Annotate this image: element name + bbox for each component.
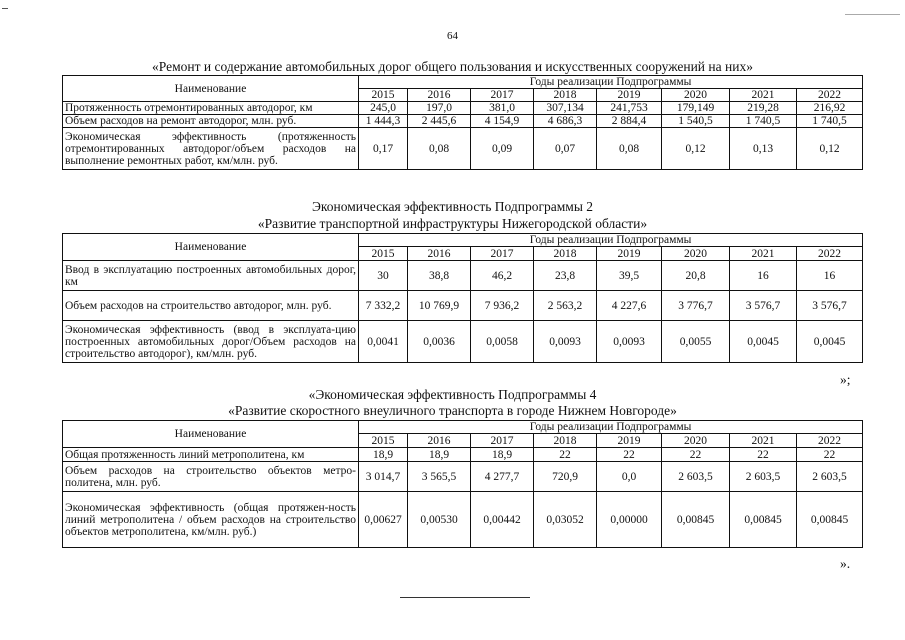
cell-value: 0,12 — [662, 128, 730, 170]
footer-rule — [400, 597, 530, 598]
cell-value: 1 740,5 — [730, 115, 797, 128]
table3-title: «Экономическая эффективность Подпрограммы 4 — [308, 387, 597, 402]
header-name: Наименование — [63, 76, 359, 102]
cell-value: 0,03052 — [534, 492, 597, 548]
table-row — [63, 462, 863, 492]
cell-value: 0,00845 — [662, 492, 730, 548]
table3-subtitle: «Развитие скоростного внеуличного транспорта в городе Нижнем Новгороде» — [228, 403, 677, 418]
cell-value: 39,5 — [597, 261, 662, 291]
cell-value: 4 277,7 — [471, 462, 534, 492]
year-header: 2018 — [534, 247, 597, 261]
closing-quote-mark: »; — [840, 372, 851, 387]
header-years: Годы реализации Подпрограммы — [359, 234, 863, 247]
year-header: 2021 — [730, 247, 797, 261]
cell-value: 381,0 — [471, 102, 534, 115]
cell-value: 1 740,5 — [797, 115, 863, 128]
cell-value: 3 014,7 — [359, 462, 408, 492]
cell-value: 0,00530 — [408, 492, 471, 548]
row-label: Экономическая эффективность (протяженность отремонтированных автодорог/объем расходов на выполнение ремонтных работ, км/млн. руб. — [63, 128, 359, 170]
cell-value: 3 576,7 — [797, 291, 863, 321]
year-header: 2016 — [408, 89, 471, 102]
cell-value: 2 603,5 — [797, 462, 863, 492]
cell-value: 38,8 — [408, 261, 471, 291]
year-header: 2021 — [730, 89, 797, 102]
cell-value: 0,0093 — [534, 321, 597, 363]
row-label: Протяженность отремонтированных автодорог, км — [63, 102, 359, 115]
year-header: 2020 — [662, 434, 730, 448]
cell-value: 3 576,7 — [730, 291, 797, 321]
cell-value: 0,00845 — [797, 492, 863, 548]
table-row — [63, 321, 863, 363]
cell-value: 0,0041 — [359, 321, 408, 363]
table-row — [63, 261, 863, 291]
year-header: 2017 — [471, 434, 534, 448]
cell-value: 197,0 — [408, 102, 471, 115]
cell-value: 7 332,2 — [359, 291, 408, 321]
year-header: 2020 — [662, 89, 730, 102]
table1-title: «Ремонт и содержание автомобильных дорог общего пользования и искусственных сооружений на них» — [152, 59, 753, 74]
cell-value: 0,0036 — [408, 321, 471, 363]
table1 — [62, 75, 863, 170]
year-header: 2020 — [662, 247, 730, 261]
cell-value: 20,8 — [662, 261, 730, 291]
cell-value: 0,00627 — [359, 492, 408, 548]
cell-value: 720,9 — [534, 462, 597, 492]
row-label: Общая протяженность линий метрополитена, км — [63, 448, 359, 462]
cell-value: 18,9 — [359, 448, 408, 462]
cell-value: 2 563,2 — [534, 291, 597, 321]
table-row — [63, 492, 863, 548]
year-header: 2015 — [359, 89, 408, 102]
year-header: 2021 — [730, 434, 797, 448]
cell-value: 2 445,6 — [408, 115, 471, 128]
cell-value: 0,08 — [408, 128, 471, 170]
year-header: 2018 — [534, 434, 597, 448]
cell-value: 22 — [662, 448, 730, 462]
cell-value: 0,09 — [471, 128, 534, 170]
cell-value: 0,13 — [730, 128, 797, 170]
cell-value: 241,753 — [597, 102, 662, 115]
table2 — [62, 233, 863, 363]
row-label: Экономическая эффективность (общая протяжен-ность линий метрополитена / объем расходов на строительство объектов метрополитена, км/млн. руб.) — [63, 492, 359, 548]
year-header: 2017 — [471, 247, 534, 261]
cell-value: 4 227,6 — [597, 291, 662, 321]
cell-value: 307,134 — [534, 102, 597, 115]
table-row — [63, 115, 863, 128]
cell-value: 3 776,7 — [662, 291, 730, 321]
year-header: 2019 — [597, 89, 662, 102]
cell-value: 0,00845 — [730, 492, 797, 548]
cell-value: 18,9 — [471, 448, 534, 462]
cell-value: 0,07 — [534, 128, 597, 170]
cell-value: 0,0 — [597, 462, 662, 492]
closing-quote-mark: ». — [840, 556, 851, 571]
cell-value: 16 — [730, 261, 797, 291]
row-label: Объем расходов на строительство автодорог, млн. руб. — [63, 291, 359, 321]
cell-value: 46,2 — [471, 261, 534, 291]
cell-value: 30 — [359, 261, 408, 291]
row-label: Экономическая эффективность (ввод в эксплуата-цию построенных автомобильных дорог/Объем расходов на строительство автодорог), км/млн. руб. — [63, 321, 359, 363]
cell-value: 0,0045 — [797, 321, 863, 363]
cell-value: 1 540,5 — [662, 115, 730, 128]
table-row — [63, 291, 863, 321]
cell-value: 16 — [797, 261, 863, 291]
cell-value: 4 154,9 — [471, 115, 534, 128]
year-header: 2019 — [597, 434, 662, 448]
cell-value: 2 603,5 — [662, 462, 730, 492]
cell-value: 0,0055 — [662, 321, 730, 363]
cell-value: 0,12 — [797, 128, 863, 170]
table-row — [63, 102, 863, 115]
header-years: Годы реализации Подпрограммы — [359, 421, 863, 434]
cell-value: 0,17 — [359, 128, 408, 170]
cell-value: 22 — [534, 448, 597, 462]
header-name: Наименование — [63, 421, 359, 448]
cell-value: 245,0 — [359, 102, 408, 115]
table-row — [63, 448, 863, 462]
cell-value: 0,0045 — [730, 321, 797, 363]
table3 — [62, 420, 863, 548]
cell-value: 1 444,3 — [359, 115, 408, 128]
cell-value: 7 936,2 — [471, 291, 534, 321]
cell-value: 22 — [797, 448, 863, 462]
cell-value: 18,9 — [408, 448, 471, 462]
row-label: Объем расходов на строительство объектов метро-политена, млн. руб. — [63, 462, 359, 492]
cell-value: 2 884,4 — [597, 115, 662, 128]
cell-value: 0,0058 — [471, 321, 534, 363]
cell-value: 216,92 — [797, 102, 863, 115]
cell-value: 0,00442 — [471, 492, 534, 548]
cell-value: 3 565,5 — [408, 462, 471, 492]
cell-value: 23,8 — [534, 261, 597, 291]
year-header: 2015 — [359, 247, 408, 261]
year-header: 2016 — [408, 434, 471, 448]
year-header: 2018 — [534, 89, 597, 102]
cell-value: 179,149 — [662, 102, 730, 115]
table2-title: Экономическая эффективность Подпрограммы 2 — [311, 199, 594, 214]
year-header: 2022 — [797, 434, 863, 448]
year-header: 2015 — [359, 434, 408, 448]
table-row — [63, 128, 863, 170]
row-label: Объем расходов на ремонт автодорог, млн. руб. — [63, 115, 359, 128]
header-name: Наименование — [63, 234, 359, 261]
year-header: 2016 — [408, 247, 471, 261]
header-years: Годы реализации Подпрограммы — [359, 76, 863, 89]
cell-value: 10 769,9 — [408, 291, 471, 321]
year-header: 2022 — [797, 89, 863, 102]
cell-value: 0,08 — [597, 128, 662, 170]
year-header: 2019 — [597, 247, 662, 261]
cell-value: 219,28 — [730, 102, 797, 115]
row-label: Ввод в эксплуатацию построенных автомобильных дорог, км — [63, 261, 359, 291]
year-header: 2022 — [797, 247, 863, 261]
year-header: 2017 — [471, 89, 534, 102]
cell-value: 0,0093 — [597, 321, 662, 363]
cell-value: 22 — [730, 448, 797, 462]
table2-subtitle: «Развитие транспортной инфраструктуры Нижегородской области» — [257, 216, 648, 231]
cell-value: 0,00000 — [597, 492, 662, 548]
cell-value: 22 — [597, 448, 662, 462]
scan-artifact-line — [845, 14, 900, 15]
scan-artifact-line — [2, 8, 8, 9]
page-number: 64 — [447, 30, 458, 42]
cell-value: 2 603,5 — [730, 462, 797, 492]
cell-value: 4 686,3 — [534, 115, 597, 128]
